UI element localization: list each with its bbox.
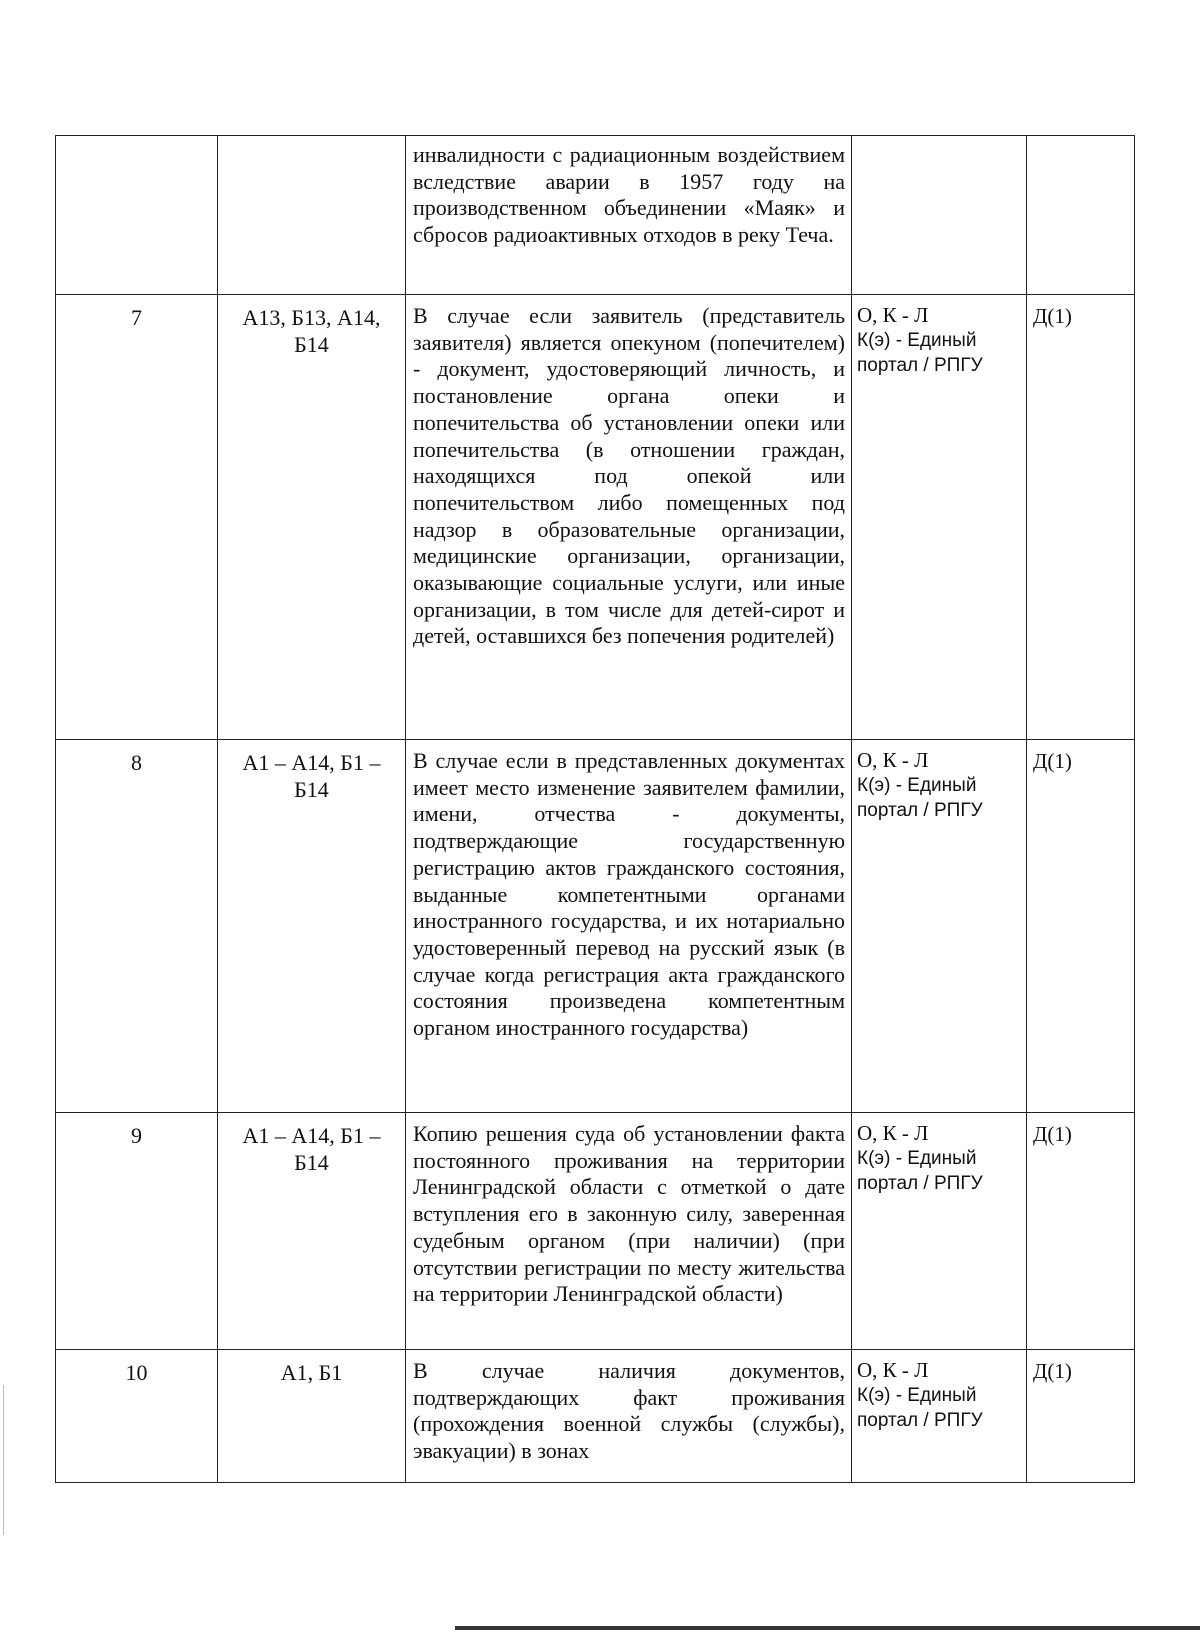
table-row bbox=[56, 136, 1135, 295]
document-form: Д(1) bbox=[1027, 740, 1135, 1113]
table-row bbox=[56, 295, 1135, 740]
submission-method-line-2: К(э) - Единый портал / РПГУ bbox=[857, 1148, 983, 1194]
submission-method bbox=[852, 136, 1027, 295]
submission-method-line-1: О, К - Л bbox=[857, 303, 929, 327]
table-row bbox=[56, 1113, 1135, 1350]
table-row bbox=[56, 1350, 1135, 1483]
document-form: Д(1) bbox=[1027, 1350, 1135, 1483]
document-description: В случае наличия документов, подтверждающих факт проживания (прохождения военной службы (службы), эвакуации) в зонах bbox=[406, 1350, 852, 1483]
document-description: инвалидности с радиационным воздействием вследствие аварии в 1957 году на производственном объединении «Маяк» и сбросов радиоактивных отходов в реку Теча. bbox=[406, 136, 852, 295]
scan-edge-mark bbox=[3, 1385, 4, 1535]
document-form: Д(1) bbox=[1027, 295, 1135, 740]
category-codes: А1, Б1 bbox=[218, 1350, 406, 1483]
document-description: В случае если в представленных документах имеет место изменение заявителем фамилии, имени, отчества - документы, подтверждающие государственную регистрацию актов гражданского состояния, выданные компетентными органами иностранного государства, и их нотариально удостоверенный перевод на русский язык (в случае когда регистрация акта гражданского состояния произведена компетентным органом иностранного государства) bbox=[406, 740, 852, 1113]
scan-bottom-edge bbox=[455, 1626, 1200, 1630]
submission-method-line-2: К(э) - Единый портал / РПГУ bbox=[857, 775, 983, 821]
row-number: 7 bbox=[56, 295, 218, 740]
document-description: Копию решения суда об установлении факта постоянного проживания на территории Ленинградской области с отметкой о дате вступления его в законную силу, заверенная судебным органом (при наличии) (при отсутствии регистрации по месту жительства на территории Ленинградской области) bbox=[406, 1113, 852, 1350]
table-row bbox=[56, 740, 1135, 1113]
category-codes bbox=[218, 136, 406, 295]
category-codes: А1 – А14, Б1 – Б14 bbox=[218, 740, 406, 1113]
document-form bbox=[1027, 136, 1135, 295]
category-codes: А1 – А14, Б1 – Б14 bbox=[218, 1113, 406, 1350]
documents-table bbox=[55, 135, 1135, 1483]
submission-method bbox=[852, 1113, 1027, 1350]
row-number bbox=[56, 136, 218, 295]
submission-method-line-1: О, К - Л bbox=[857, 1121, 929, 1145]
submission-method bbox=[852, 740, 1027, 1113]
submission-method-line-2: К(э) - Единый портал / РПГУ bbox=[857, 330, 983, 376]
document-description: В случае если заявитель (представитель заявителя) является опекуном (попечителем) - документ, удостоверяющий личность, и постановление органа опеки и попечительства об установлении опеки или попечительства (в отношении граждан, находящихся под опекой или попечительством либо помещенных под надзор в образовательные организации, медицинские организации, организации, оказывающие социальные услуги, или иные организации, в том числе для детей-сирот и детей, оставшихся без попечения родителей) bbox=[406, 295, 852, 740]
category-codes: А13, Б13, А14, Б14 bbox=[218, 295, 406, 740]
document-form: Д(1) bbox=[1027, 1113, 1135, 1350]
submission-method bbox=[852, 1350, 1027, 1483]
submission-method-line-1: О, К - Л bbox=[857, 1358, 929, 1382]
row-number: 8 bbox=[56, 740, 218, 1113]
submission-method bbox=[852, 295, 1027, 740]
submission-method-line-1: О, К - Л bbox=[857, 748, 929, 772]
row-number: 10 bbox=[56, 1350, 218, 1483]
submission-method-line-2: К(э) - Единый портал / РПГУ bbox=[857, 1385, 983, 1431]
row-number: 9 bbox=[56, 1113, 218, 1350]
